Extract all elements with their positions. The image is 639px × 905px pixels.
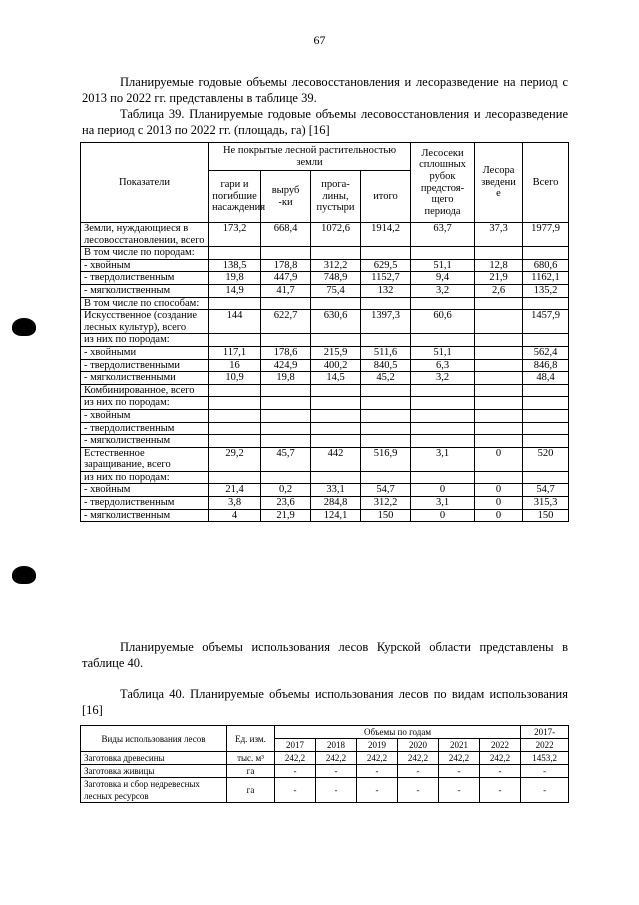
- table-row: [81, 471, 569, 484]
- table-cell: [523, 334, 569, 347]
- table-cell: 14,9: [209, 284, 261, 297]
- binder-hole-mark: [12, 566, 36, 584]
- header-clearcut-areas: Лесосеки сплошных рубок предстоя- щего периода: [411, 143, 475, 223]
- table-cell: [475, 359, 523, 372]
- table-cell: 312,2: [311, 259, 361, 272]
- table-cell: 19,8: [209, 272, 261, 285]
- table-cell: [261, 397, 311, 410]
- header-afforestation: Лесора зведени е: [475, 143, 523, 223]
- table-39: [80, 142, 569, 522]
- table-row: [81, 422, 569, 435]
- row-label: - мягколиственным: [81, 284, 209, 297]
- table-cell: 60,6: [411, 310, 475, 334]
- table-cell: [411, 397, 475, 410]
- table-cell: 0: [411, 484, 475, 497]
- table-cell: 3,2: [411, 372, 475, 385]
- table-row: [81, 223, 569, 247]
- table-cell: 29,2: [209, 447, 261, 471]
- table-cell: [311, 435, 361, 448]
- table-cell: [361, 422, 411, 435]
- table-row: [81, 509, 569, 522]
- table-cell: [209, 384, 261, 397]
- header-year: 2021: [439, 739, 480, 752]
- paragraph-intro: Планируемые годовые объемы лесовосстановления и лесоразведение на период с 2013 по 2022 гг. представлены в таблице 39.: [82, 75, 568, 105]
- table-cell: -: [480, 765, 521, 778]
- table-cell: [261, 409, 311, 422]
- table-cell: 3,1: [411, 447, 475, 471]
- total-cell: 1453,2: [521, 752, 569, 765]
- header-year: 2018: [316, 739, 357, 752]
- table-cell: 629,5: [361, 259, 411, 272]
- table-cell: [361, 409, 411, 422]
- row-label: - твердолиственными: [81, 359, 209, 372]
- table-cell: 242,2: [357, 752, 398, 765]
- table-40-caption: Таблица 40. Планируемые объемы использования лесов по видам использования [16]: [82, 687, 568, 717]
- table-cell: 75,4: [311, 284, 361, 297]
- table-cell: 0: [475, 497, 523, 510]
- table-cell: -: [275, 765, 316, 778]
- table-cell: [261, 471, 311, 484]
- header-indicators: Показатели: [81, 143, 209, 223]
- table-cell: -: [316, 765, 357, 778]
- table-cell: [209, 422, 261, 435]
- table-cell: -: [439, 765, 480, 778]
- table-cell: 680,6: [523, 259, 569, 272]
- table-cell: 138,5: [209, 259, 261, 272]
- table-cell: 400,2: [311, 359, 361, 372]
- table-cell: 21,9: [475, 272, 523, 285]
- table-cell: [523, 471, 569, 484]
- table-row: [81, 284, 569, 297]
- table-cell: [311, 471, 361, 484]
- header-year: 2017: [275, 739, 316, 752]
- table-cell: [361, 471, 411, 484]
- table-cell: 16: [209, 359, 261, 372]
- table-cell: [523, 409, 569, 422]
- table-cell: 3,2: [411, 284, 475, 297]
- table-cell: [523, 247, 569, 260]
- header-uncovered-lands: Не покрытые лесной растительностью земли: [209, 143, 411, 171]
- table-cell: [361, 247, 411, 260]
- table-row: [81, 359, 569, 372]
- table-cell: 6,3: [411, 359, 475, 372]
- table-cell: -: [357, 765, 398, 778]
- table-cell: -: [316, 778, 357, 803]
- table-39-caption: Таблица 39. Планируемые годовые объемы лесовосстановления и лесоразведение на период с 2013 по 2022 гг. (площадь, га) [16]: [82, 107, 568, 137]
- table-row: [81, 497, 569, 510]
- table-cell: [311, 409, 361, 422]
- table-cell: 0: [411, 509, 475, 522]
- table-row: [81, 447, 569, 471]
- table-row: [81, 752, 569, 765]
- table-cell: 0: [475, 447, 523, 471]
- header-total-period-top: 2017-: [521, 726, 569, 739]
- table-cell: -: [398, 765, 439, 778]
- binder-hole-mark: [12, 318, 36, 336]
- table-cell: 150: [523, 509, 569, 522]
- table-cell: 173,2: [209, 223, 261, 247]
- table-cell: 2,6: [475, 284, 523, 297]
- table-cell: 242,2: [480, 752, 521, 765]
- table-cell: [475, 435, 523, 448]
- table-cell: [475, 384, 523, 397]
- table-cell: 242,2: [398, 752, 439, 765]
- table-cell: 840,5: [361, 359, 411, 372]
- table-cell: 520: [523, 447, 569, 471]
- table-cell: [475, 471, 523, 484]
- header-total: Всего: [523, 143, 569, 223]
- row-label: - хвойным: [81, 409, 209, 422]
- table-cell: [209, 297, 261, 310]
- table-cell: [261, 435, 311, 448]
- table-cell: [475, 297, 523, 310]
- table-cell: [311, 247, 361, 260]
- table-cell: 630,6: [311, 310, 361, 334]
- table-row: [81, 397, 569, 410]
- table-cell: [261, 297, 311, 310]
- table-cell: [411, 422, 475, 435]
- table-cell: [361, 435, 411, 448]
- table-cell: 312,2: [361, 497, 411, 510]
- row-label: Искусственное (создание лесных культур), всего: [81, 310, 209, 334]
- row-label: - твердолиственным: [81, 497, 209, 510]
- header-glades: прога- лины, пустыри: [311, 171, 361, 223]
- table-cell: 45,7: [261, 447, 311, 471]
- table-cell: 54,7: [361, 484, 411, 497]
- table-cell: 37,3: [475, 223, 523, 247]
- table-cell: -: [480, 778, 521, 803]
- table-row: [81, 765, 569, 778]
- row-label: - мягколиственным: [81, 435, 209, 448]
- table-cell: [209, 409, 261, 422]
- table-cell: [361, 297, 411, 310]
- table-cell: 51,1: [411, 259, 475, 272]
- table-cell: 1457,9: [523, 310, 569, 334]
- table-cell: [523, 397, 569, 410]
- table-cell: [311, 422, 361, 435]
- row-label: - хвойным: [81, 259, 209, 272]
- table-cell: 3,8: [209, 497, 261, 510]
- row-label: В том числе по породам:: [81, 247, 209, 260]
- row-label: - хвойными: [81, 346, 209, 359]
- table-cell: 178,6: [261, 346, 311, 359]
- table-row: [81, 346, 569, 359]
- table-cell: 41,7: [261, 284, 311, 297]
- table-cell: 51,1: [411, 346, 475, 359]
- table-cell: [411, 384, 475, 397]
- row-label: из них по породам:: [81, 471, 209, 484]
- table-cell: 668,4: [261, 223, 311, 247]
- table-cell: 54,7: [523, 484, 569, 497]
- table-cell: 1152,7: [361, 272, 411, 285]
- table-cell: 1397,3: [361, 310, 411, 334]
- header-year: 2022: [480, 739, 521, 752]
- table-row: [81, 484, 569, 497]
- table-cell: [411, 247, 475, 260]
- table-cell: 748,9: [311, 272, 361, 285]
- table-row: [81, 435, 569, 448]
- table-cell: 21,4: [209, 484, 261, 497]
- table-cell: 144: [209, 310, 261, 334]
- table-cell: 315,3: [523, 497, 569, 510]
- table-row: [81, 778, 569, 803]
- table-cell: 10,9: [209, 372, 261, 385]
- table-cell: 14,5: [311, 372, 361, 385]
- table-cell: 48,4: [523, 372, 569, 385]
- table-cell: -: [357, 778, 398, 803]
- table-cell: 1977,9: [523, 223, 569, 247]
- row-label: - мягколиственными: [81, 372, 209, 385]
- table-cell: [475, 409, 523, 422]
- table-row: [81, 247, 569, 260]
- table-cell: [261, 334, 311, 347]
- header-year: 2020: [398, 739, 439, 752]
- header-unit: Ед. изм.: [227, 726, 275, 752]
- table-cell: [411, 435, 475, 448]
- table-cell: 9,4: [411, 272, 475, 285]
- table-cell: -: [439, 778, 480, 803]
- header-fellings: выруб -ки: [261, 171, 311, 223]
- table-cell: 4: [209, 509, 261, 522]
- table-cell: 132: [361, 284, 411, 297]
- total-cell: -: [521, 765, 569, 778]
- table-cell: 63,7: [411, 223, 475, 247]
- table-cell: 0: [475, 484, 523, 497]
- table-cell: [475, 247, 523, 260]
- table-cell: [209, 397, 261, 410]
- table-cell: [311, 384, 361, 397]
- table-cell: 33,1: [311, 484, 361, 497]
- table-cell: 511,6: [361, 346, 411, 359]
- table-row: [81, 297, 569, 310]
- table-cell: 45,2: [361, 372, 411, 385]
- row-label: из них по породам:: [81, 397, 209, 410]
- table-row: [81, 272, 569, 285]
- paragraph-kursk: Планируемые объемы использования лесов Курской области представлены в таблице 40.: [82, 640, 568, 670]
- table-cell: [475, 397, 523, 410]
- table-cell: [209, 471, 261, 484]
- table-row: [81, 384, 569, 397]
- page-number: 67: [313, 33, 326, 47]
- header-volumes-by-year: Объемы по годам: [275, 726, 521, 739]
- row-label: Естественное заращивание, всего: [81, 447, 209, 471]
- table-cell: 215,9: [311, 346, 361, 359]
- table-cell: 242,2: [439, 752, 480, 765]
- table-cell: 516,9: [361, 447, 411, 471]
- table-cell: 1072,6: [311, 223, 361, 247]
- table-cell: 124,1: [311, 509, 361, 522]
- table-cell: 135,2: [523, 284, 569, 297]
- table-cell: [411, 297, 475, 310]
- row-label: из них по породам:: [81, 334, 209, 347]
- table-cell: 23,6: [261, 497, 311, 510]
- table-cell: [475, 372, 523, 385]
- table-cell: 442: [311, 447, 361, 471]
- row-label: - хвойным: [81, 484, 209, 497]
- table-cell: 846,8: [523, 359, 569, 372]
- unit-cell: га: [227, 778, 275, 803]
- row-label: - мягколиственным: [81, 509, 209, 522]
- table-cell: [261, 247, 311, 260]
- table-cell: [209, 247, 261, 260]
- table-cell: [361, 397, 411, 410]
- table-row: [81, 310, 569, 334]
- table-cell: 284,8: [311, 497, 361, 510]
- header-use-types: Виды использования лесов: [81, 726, 227, 752]
- table-cell: 21,9: [261, 509, 311, 522]
- table-cell: 242,2: [275, 752, 316, 765]
- row-label: Комбинированное, всего: [81, 384, 209, 397]
- row-label: - твердолиственным: [81, 272, 209, 285]
- table-cell: [411, 471, 475, 484]
- header-subtotal: итого: [361, 171, 411, 223]
- table-cell: 0: [475, 509, 523, 522]
- row-label: Заготовка живицы: [81, 765, 227, 778]
- header-total-period-bottom: 2022: [521, 739, 569, 752]
- table-cell: [523, 422, 569, 435]
- table-cell: [361, 384, 411, 397]
- total-cell: -: [521, 778, 569, 803]
- table-cell: 150: [361, 509, 411, 522]
- table-cell: 12,8: [475, 259, 523, 272]
- table-row: [81, 334, 569, 347]
- table-cell: [523, 297, 569, 310]
- table-cell: [261, 384, 311, 397]
- table-cell: 117,1: [209, 346, 261, 359]
- table-cell: -: [275, 778, 316, 803]
- table-cell: [209, 334, 261, 347]
- table-cell: [361, 334, 411, 347]
- table-cell: [411, 409, 475, 422]
- table-cell: [209, 435, 261, 448]
- table-row: [81, 409, 569, 422]
- unit-cell: га: [227, 765, 275, 778]
- table-cell: [523, 384, 569, 397]
- table-cell: [475, 310, 523, 334]
- table-cell: 622,7: [261, 310, 311, 334]
- table-cell: 0,2: [261, 484, 311, 497]
- table-cell: [475, 422, 523, 435]
- row-label: В том числе по способам:: [81, 297, 209, 310]
- table-cell: 562,4: [523, 346, 569, 359]
- table-cell: [411, 334, 475, 347]
- row-label: Заготовка и сбор недревесных лесных ресурсов: [81, 778, 227, 803]
- table-cell: [311, 297, 361, 310]
- table-cell: [261, 422, 311, 435]
- table-cell: 3,1: [411, 497, 475, 510]
- table-cell: -: [398, 778, 439, 803]
- table-row: [81, 372, 569, 385]
- table-cell: 1914,2: [361, 223, 411, 247]
- table-row: [81, 259, 569, 272]
- table-cell: [475, 334, 523, 347]
- row-label: Земли, нуждающиеся в лесовосстановлении, всего: [81, 223, 209, 247]
- row-label: Заготовка древесины: [81, 752, 227, 765]
- table-40: [80, 725, 569, 803]
- table-cell: [475, 346, 523, 359]
- table-cell: [311, 397, 361, 410]
- unit-cell: тыс. м³: [227, 752, 275, 765]
- header-year: 2019: [357, 739, 398, 752]
- row-label: - твердолиственным: [81, 422, 209, 435]
- table-cell: 242,2: [316, 752, 357, 765]
- table-cell: 1162,1: [523, 272, 569, 285]
- table-cell: 424,9: [261, 359, 311, 372]
- table-cell: [523, 435, 569, 448]
- table-cell: [311, 334, 361, 347]
- header-burnt: гари и погибшие насаждения: [209, 171, 261, 223]
- table-cell: 447,9: [261, 272, 311, 285]
- table-cell: 178,8: [261, 259, 311, 272]
- table-cell: 19,8: [261, 372, 311, 385]
